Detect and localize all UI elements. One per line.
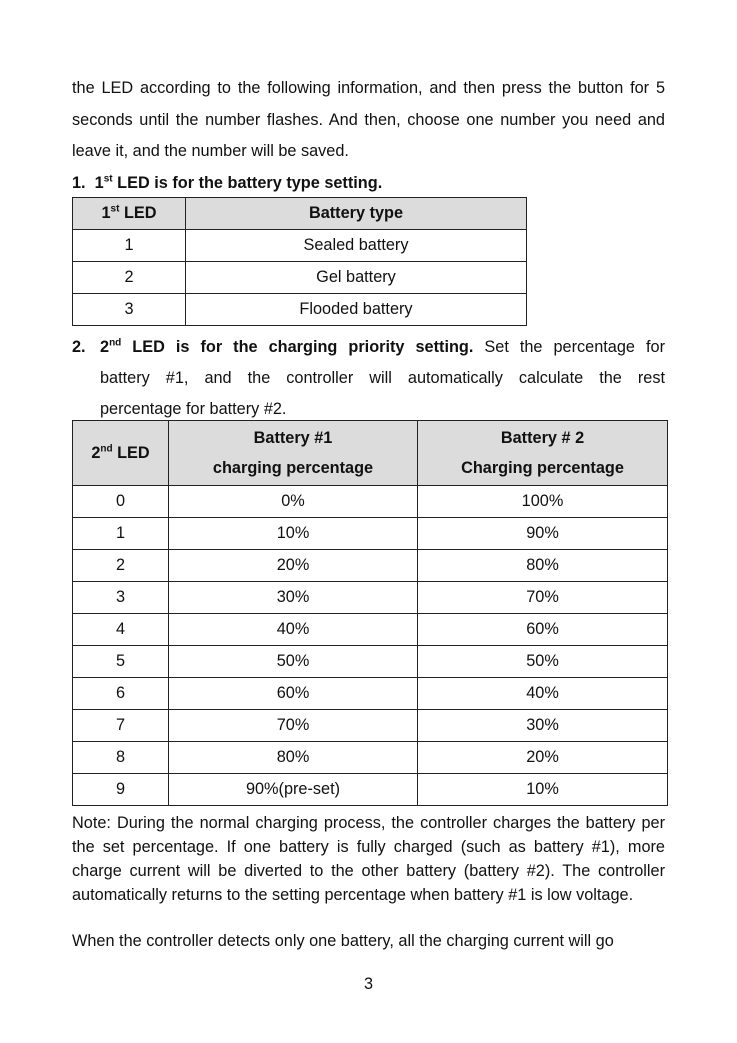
table-cell-type: Sealed battery: [186, 230, 527, 262]
intro-paragraph: the LED according to the following information, and then press the button for 5 seconds until the number flashes. And then, choose one number you need and leave it, and the number will be saved.: [72, 79, 665, 160]
table-row: [73, 550, 668, 582]
table-cell-b1: 80%: [169, 742, 418, 774]
table-cell-led: 2: [73, 550, 169, 582]
section-2-heading: [72, 332, 665, 425]
table-cell-b2: 30%: [418, 710, 668, 742]
header-battery-1: Battery #1 charging percentage: [169, 421, 418, 486]
header-led: 1st LED: [73, 198, 186, 230]
table-row: [73, 582, 668, 614]
section-2-title: LED is for the charging priority setting.: [121, 338, 474, 356]
section-2-line2: battery #1, and the controller will automatically calculate the rest: [100, 369, 665, 387]
table-cell-led: 1: [73, 518, 169, 550]
table-cell-type: Flooded battery: [186, 294, 527, 326]
table-cell-b2: 20%: [418, 742, 668, 774]
section-2-ordinal: 2: [100, 338, 110, 356]
table-cell-led: 8: [73, 742, 169, 774]
table-row: [73, 614, 668, 646]
note-paragraph: Note: During the normal charging process, the controller charges the battery per the set percentage. If one battery is fully charged (such as battery #1), more charge current will be diverted to the other battery (battery #2). The controller automatically returns to the setting percentage when battery #1 is low voltage.: [72, 814, 665, 904]
table-cell-b2: 10%: [418, 774, 668, 806]
table-cell-b1: 50%: [169, 646, 418, 678]
table-cell-led: 9: [73, 774, 169, 806]
header-led: 2nd LED: [73, 421, 169, 486]
section-1-number: 1.: [72, 174, 86, 192]
header-battery-2: Battery # 2 Charging percentage: [418, 421, 668, 486]
battery-type-table: [72, 197, 527, 326]
table-cell-led: 6: [73, 678, 169, 710]
table-cell-led: 5: [73, 646, 169, 678]
section-2-ordinal-suffix: nd: [109, 337, 122, 349]
table-cell-b2: 90%: [418, 518, 668, 550]
table-cell-b2: 50%: [418, 646, 668, 678]
table-row: [73, 742, 668, 774]
page-number: 3: [363, 975, 374, 993]
table-cell-b1: 20%: [169, 550, 418, 582]
table-row: [73, 710, 668, 742]
table-cell-led: 0: [73, 486, 169, 518]
table-row: [73, 294, 527, 326]
table-cell-b1: 90%(pre-set): [169, 774, 418, 806]
section-1-title: LED is for the battery type setting.: [112, 174, 383, 192]
table-cell-led: 3: [73, 582, 169, 614]
table-cell-b1: 60%: [169, 678, 418, 710]
section-1-ordinal-suffix: st: [103, 173, 113, 185]
table-cell-led: 3: [73, 294, 186, 326]
section-2-line3: percentage for battery #2.: [100, 400, 287, 418]
table-row: [73, 774, 668, 806]
table-cell-b2: 40%: [418, 678, 668, 710]
battery-type-table-body: [73, 230, 527, 326]
table-cell-led: 2: [73, 262, 186, 294]
table-row: [73, 486, 668, 518]
table-cell-b1: 10%: [169, 518, 418, 550]
section-2-number: 2.: [72, 338, 86, 356]
table-cell-type: Gel battery: [186, 262, 527, 294]
table-row: [73, 518, 668, 550]
section-1-heading: [72, 171, 665, 195]
continuation-text: When the controller detects only one battery, all the charging current will go: [72, 932, 614, 950]
table-row: [73, 646, 668, 678]
table-row: [73, 262, 527, 294]
table-cell-led: 1: [73, 230, 186, 262]
table-row: [73, 230, 527, 262]
section-2-line1: Set the percentage for: [473, 338, 665, 356]
table-cell-b2: 60%: [418, 614, 668, 646]
table-cell-b1: 40%: [169, 614, 418, 646]
header-battery-type: Battery type: [186, 198, 527, 230]
table-cell-b2: 80%: [418, 550, 668, 582]
table-cell-led: 7: [73, 710, 169, 742]
table-cell-b1: 30%: [169, 582, 418, 614]
table-row: [73, 678, 668, 710]
table-cell-b1: 70%: [169, 710, 418, 742]
charging-priority-table: [72, 420, 668, 806]
table-cell-b2: 70%: [418, 582, 668, 614]
section-1-ordinal: 1: [94, 174, 104, 192]
table-cell-b2: 100%: [418, 486, 668, 518]
table-header-row: [73, 198, 527, 230]
charging-priority-table-body: [73, 486, 668, 806]
table-cell-led: 4: [73, 614, 169, 646]
table-cell-b1: 0%: [169, 486, 418, 518]
table-header-row: [73, 421, 668, 486]
